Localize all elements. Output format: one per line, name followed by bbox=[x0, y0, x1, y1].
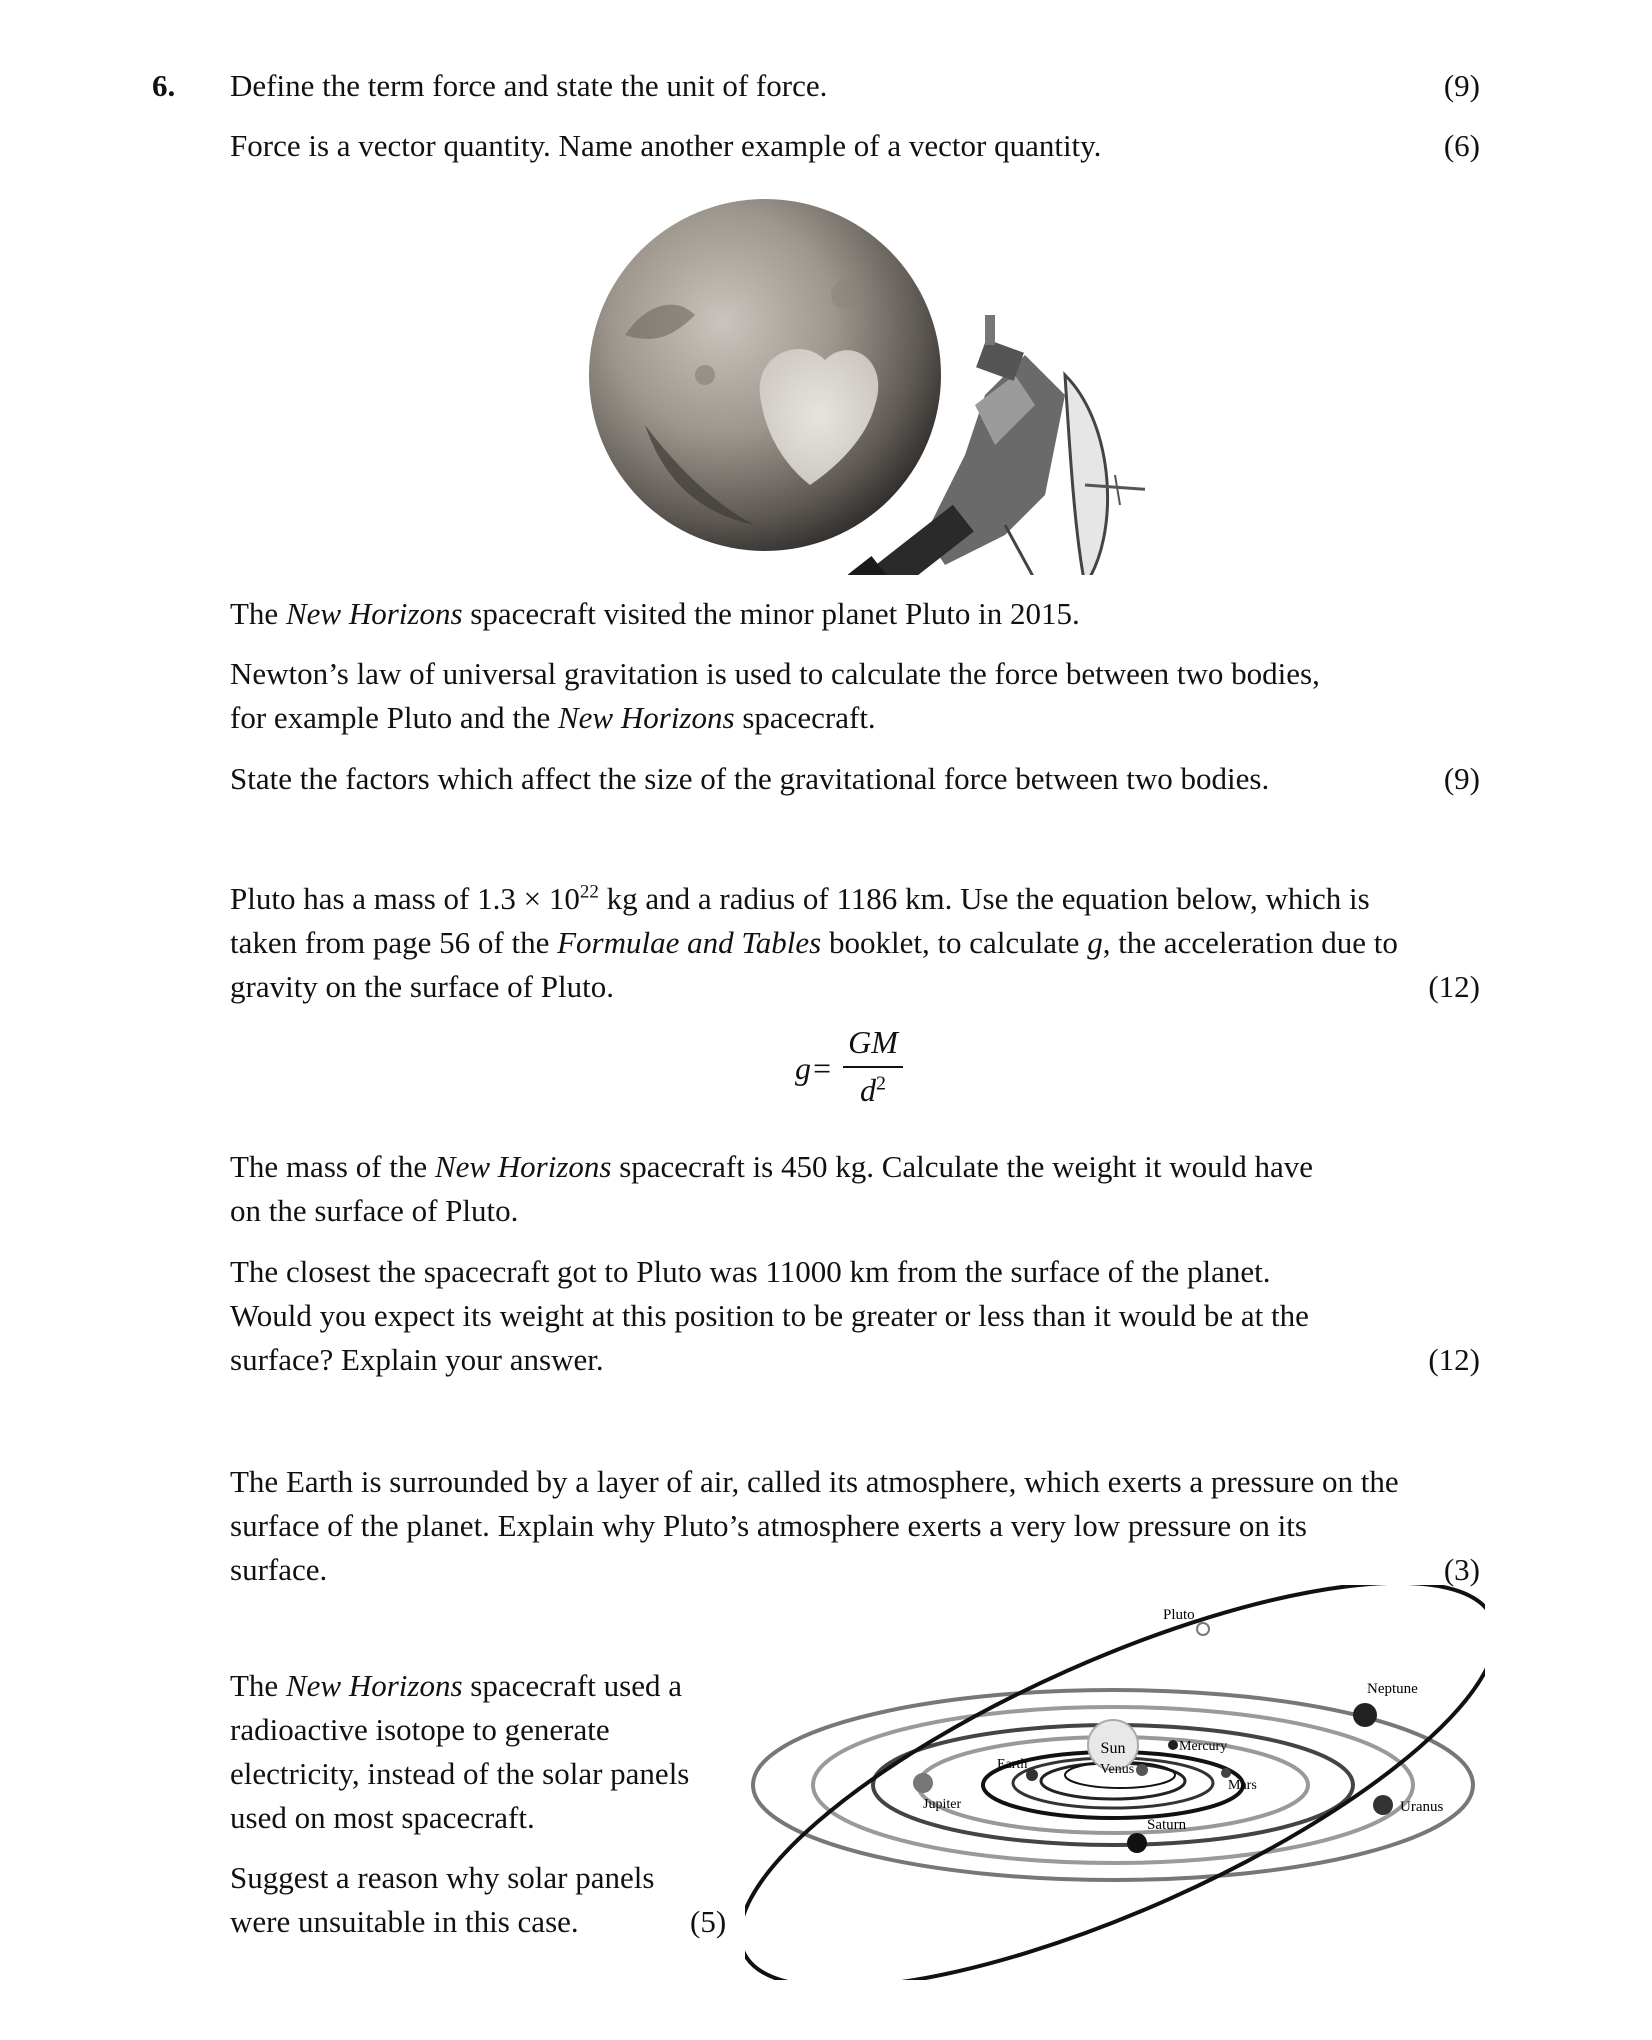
formula-fraction bbox=[843, 1020, 903, 1110]
pluto-gravity-line-1-post: kg and a radius of 1186 km. Use the equation below, which is bbox=[598, 881, 1370, 916]
formula-fraction-bar bbox=[843, 1066, 903, 1068]
marks-closest-approach: (12) bbox=[1428, 1342, 1480, 1377]
neptune-planet-icon bbox=[1353, 1703, 1377, 1727]
label-jupiter: Jupiter bbox=[923, 1797, 962, 1812]
label-pluto: Pluto bbox=[1163, 1607, 1195, 1623]
closest-approach-line-3: surface? Explain your answer. bbox=[230, 1342, 604, 1377]
isotope-line-1-pre: The bbox=[230, 1668, 286, 1703]
venus-planet-icon bbox=[1136, 1764, 1148, 1776]
isotope-line-2: radioactive isotope to generate bbox=[230, 1712, 610, 1747]
spacecraft-weight-name: New Horizons bbox=[434, 1149, 612, 1184]
jupiter-planet-icon bbox=[913, 1773, 933, 1793]
intro-text-post: spacecraft visited the minor planet Pluto in 2015. bbox=[462, 596, 1080, 631]
mercury-planet-icon bbox=[1168, 1740, 1178, 1750]
question-gravitational-factors: State the factors which affect the size of the gravitational force between two bodies. bbox=[230, 761, 1270, 796]
isotope-spacecraft-name: New Horizons bbox=[285, 1668, 463, 1703]
marks-pluto-gravity: (12) bbox=[1428, 969, 1480, 1004]
newton-line-1: Newton’s law of universal gravitation is used to calculate the force between two bodies, bbox=[230, 656, 1320, 691]
label-neptune: Neptune bbox=[1367, 1681, 1418, 1697]
isotope-line-1-post: spacecraft used a bbox=[462, 1668, 682, 1703]
intro-paragraph bbox=[230, 592, 1480, 636]
pluto-spacecraft-illustration bbox=[585, 185, 1145, 575]
isotope-line-4: used on most spacecraft. bbox=[230, 1800, 535, 1835]
pluto-gravity-line-2-mid: booklet, to calculate bbox=[821, 925, 1088, 960]
label-mars: Mars bbox=[1228, 1778, 1257, 1793]
intro-spacecraft-name: New Horizons bbox=[285, 596, 463, 631]
saturn-planet-icon bbox=[1127, 1833, 1147, 1853]
marks-solar-panels: (5) bbox=[690, 1904, 727, 1939]
closest-approach-line-1: The closest the spacecraft got to Pluto was 11000 km from the surface of the planet. bbox=[230, 1254, 1271, 1289]
question-vector-quantity-text: Force is a vector quantity. Name another example of a vector quantity. bbox=[230, 128, 1102, 163]
newton-paragraph bbox=[230, 652, 1480, 740]
symbol-g: g bbox=[1087, 925, 1103, 960]
question-radioactive-isotope bbox=[230, 1664, 750, 1840]
question-closest-approach bbox=[230, 1250, 1480, 1382]
label-mercury: Mercury bbox=[1179, 1739, 1228, 1754]
formulae-tables-title: Formulae and Tables bbox=[557, 925, 822, 960]
question-atmosphere bbox=[230, 1460, 1490, 1592]
solar-panels-line-2 bbox=[230, 1900, 750, 1944]
newton-line-2 bbox=[230, 696, 1480, 740]
spacecraft-weight-line-1-pre: The mass of the bbox=[230, 1149, 435, 1184]
pluto-gravity-line-2-pre: taken from page 56 of the bbox=[230, 925, 558, 960]
question-vector-quantity bbox=[230, 124, 1480, 168]
newton-line-2-post: spacecraft. bbox=[734, 700, 876, 735]
pluto-gravity-line-1 bbox=[230, 877, 1490, 921]
question-pluto-gravity bbox=[230, 877, 1490, 1009]
atmosphere-line-1: The Earth is surrounded by a layer of air, called its atmosphere, which exerts a pressure on the bbox=[230, 1464, 1399, 1499]
formula-lhs: g= bbox=[795, 1050, 833, 1086]
pluto-marker-icon bbox=[1197, 1623, 1209, 1635]
orbit-pluto bbox=[745, 1585, 1485, 1980]
spacecraft-weight-line-2: on the surface of Pluto. bbox=[230, 1193, 519, 1228]
question-spacecraft-weight bbox=[230, 1145, 1480, 1233]
label-uranus: Uranus bbox=[1400, 1799, 1444, 1815]
pluto-mass-exponent: 22 bbox=[579, 881, 599, 903]
question-solar-panels bbox=[230, 1856, 750, 1944]
question-number: 6. bbox=[152, 68, 176, 103]
marks-gravitational-factors: (9) bbox=[1443, 761, 1480, 796]
gravity-formula bbox=[795, 1020, 915, 1120]
newton-spacecraft-name: New Horizons bbox=[558, 700, 735, 735]
isotope-line-1 bbox=[230, 1664, 750, 1708]
mars-planet-icon bbox=[1221, 1768, 1231, 1778]
formula-exponent: 2 bbox=[876, 1072, 886, 1095]
intro-text-pre: The bbox=[230, 596, 286, 631]
newton-line-2-pre: for example Pluto and the bbox=[230, 700, 558, 735]
closest-approach-line-2: Would you expect its weight at this position to be greater or less than it would be at the bbox=[230, 1298, 1309, 1333]
spacecraft-weight-line-1 bbox=[230, 1145, 1480, 1189]
atmosphere-line-2: surface of the planet. Explain why Pluto’s atmosphere exerts a very low pressure on its bbox=[230, 1508, 1307, 1543]
label-venus: Venus bbox=[1100, 1762, 1135, 1777]
question-define-force-text: Define the term force and state the unit of force. bbox=[230, 68, 828, 103]
pluto-gravity-line-2-post: , the acceleration due to bbox=[1102, 925, 1398, 960]
earth-planet-icon bbox=[1026, 1769, 1038, 1781]
solar-panels-line-1: Suggest a reason why solar panels bbox=[230, 1860, 655, 1895]
label-sun: Sun bbox=[1100, 1740, 1126, 1757]
marks-vector-quantity: (6) bbox=[1443, 128, 1480, 163]
formula-denominator bbox=[843, 1070, 903, 1110]
pluto-gravity-line-2 bbox=[230, 921, 1490, 965]
atmosphere-line-3: surface. bbox=[230, 1552, 328, 1587]
question-define-force bbox=[230, 64, 1480, 108]
isotope-line-3: electricity, instead of the solar panels bbox=[230, 1756, 690, 1791]
uranus-planet-icon bbox=[1373, 1795, 1393, 1815]
marks-atmosphere: (3) bbox=[1443, 1552, 1480, 1587]
label-saturn: Saturn bbox=[1147, 1817, 1187, 1833]
marks-define-force: (9) bbox=[1443, 68, 1480, 103]
spacecraft-weight-line-1-post: spacecraft is 450 kg. Calculate the weight it would have bbox=[611, 1149, 1314, 1184]
formula-numerator: GM bbox=[848, 1024, 898, 1060]
solar-system-diagram bbox=[745, 1585, 1485, 1980]
pluto-gravity-line-1-pre: Pluto has a mass of 1.3 × 10 bbox=[230, 881, 580, 916]
solar-panels-line-2-text: were unsuitable in this case. bbox=[230, 1904, 579, 1939]
pluto-planet bbox=[589, 199, 941, 551]
label-earth: Earth bbox=[997, 1757, 1028, 1772]
formula-denominator-symbol: d bbox=[860, 1072, 876, 1108]
pluto-gravity-line-3: gravity on the surface of Pluto. bbox=[230, 969, 614, 1004]
